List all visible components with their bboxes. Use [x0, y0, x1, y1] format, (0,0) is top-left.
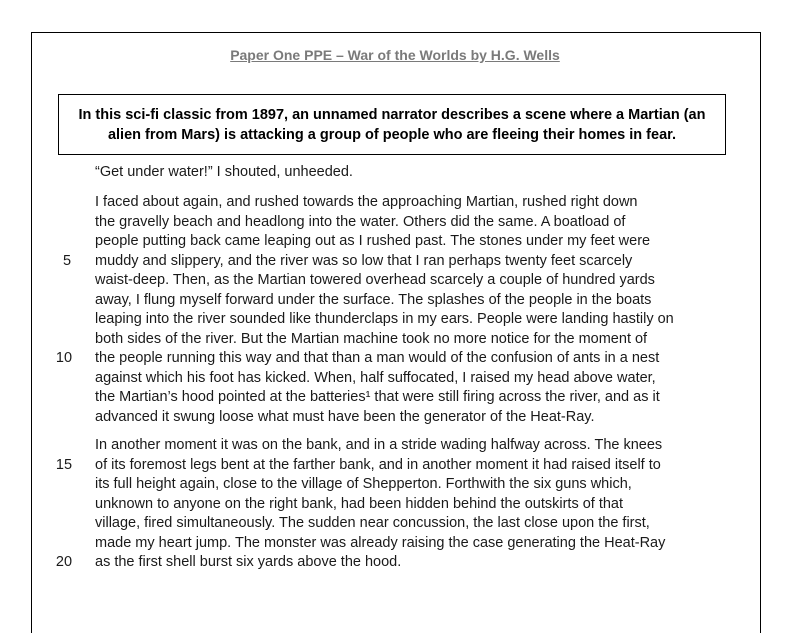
passage-line: leaping into the river sounded like thunderclaps in my ears. People were landing hastily on [95, 311, 674, 327]
passage-line: muddy and slippery, and the river was so low that I ran perhaps twenty feet scarcely [95, 252, 633, 269]
line-number: 10 [55, 350, 73, 366]
passage-line: its full height again, close to the village of Shepperton. Forthwith the six guns which, [95, 476, 632, 492]
document-title: Paper One PPE – War of the Worlds by H.G. Wells [230, 47, 560, 63]
passage-line: both sides of the river. But the Martian machine took no more notice for the moment of [95, 330, 648, 347]
line-number: 5 [62, 252, 72, 269]
passage-line: In another moment it was on the bank, and in a stride wading halfway across. The knees [95, 437, 663, 453]
passage-line: unknown to anyone on the right bank, had been hidden behind the outskirts of that [95, 495, 624, 512]
passage-line: village, fired simultaneously. The sudden near concussion, the last close upon the first, [95, 515, 650, 531]
passage-line: as the first shell burst six yards above the hood. [95, 554, 402, 570]
passage-line: “Get under water!” I shouted, unheeded. [95, 164, 353, 180]
intro-box [58, 94, 726, 155]
passage-line: of its foremost legs bent at the farther bank, and in another moment it had raised itself to [95, 456, 661, 473]
passage-line: away, I flung myself forward under the surface. The splashes of the people in the boats [95, 291, 652, 308]
passage-line: the people running this way and that than a man would of the confusion of ants in a nest [95, 350, 660, 366]
passage-line: against which his foot has kicked. When, half suffocated, I raised my head above water, [95, 369, 656, 386]
passage-line: advanced it swung loose what must have been the generator of the Heat-Ray. [95, 408, 595, 425]
passage-line: people putting back came leaping out as I rushed past. The stones under my feet were [95, 233, 651, 249]
passage-line: made my heart jump. The monster was already raising the case generating the Heat-Ray [95, 534, 666, 551]
passage-line: the Martian’s hood pointed at the batteries¹ that were still firing across the river, and as it [95, 389, 660, 405]
line-number: 15 [55, 456, 73, 473]
passage-line: waist-deep. Then, as the Martian towered overhead scarcely a couple of hundred yards [95, 272, 655, 288]
intro-text: In this sci-fi classic from 1897, an unnamed narrator describes a scene where a Martian (an alien from Mars) is attacking a group of people who are fleeing their homes in fear. [78, 106, 706, 143]
passage-line: I faced about again, and rushed towards the approaching Martian, rushed right down [95, 194, 638, 210]
line-number: 20 [55, 554, 73, 570]
passage-line: the gravelly beach and headlong into the water. Others did the same. A boatload of [95, 213, 626, 230]
